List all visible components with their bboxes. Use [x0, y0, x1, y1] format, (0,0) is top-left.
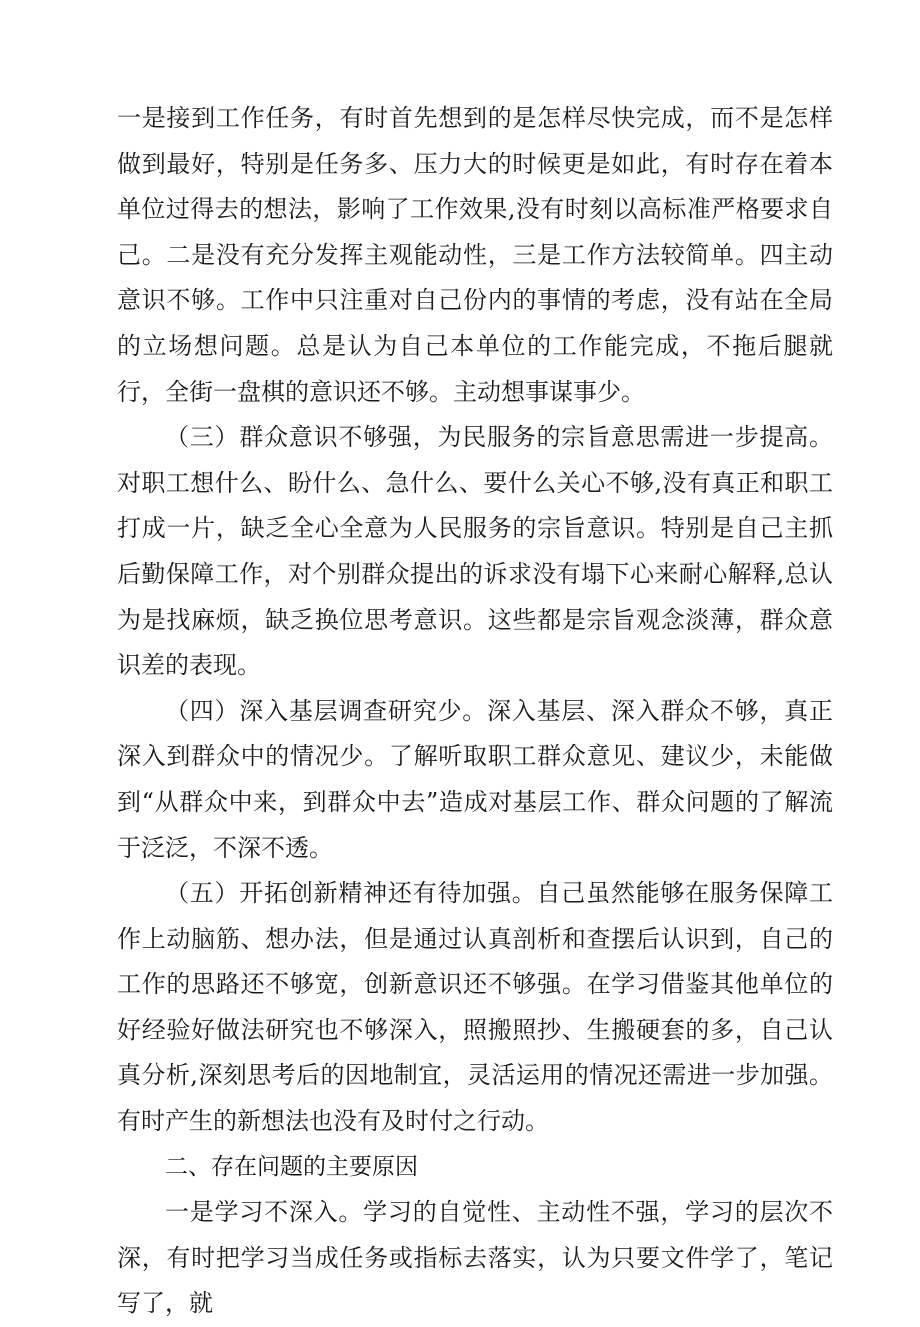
paragraph-mass-awareness: （三）群众意识不够强，为民服务的宗旨意思需进一步提高。对职工想什么、盼什么、急什么、要什么关心不够,没有真正和职工打成一片，缺乏全心全意为人民服务的宗旨意识。特别是自己主抓后勤保障工作，对个别群众提出的诉求没有塌下心来耐心解释,总认为是找麻烦，缺乏换位思考意识。这些都是宗旨观念淡薄，群众意识差的表现。	[117, 423, 833, 680]
document-body	[117, 96, 833, 1327]
paragraph-work-attitude: 一是接到工作任务，有时首先想到的是怎样尽快完成，而不是怎样做到最好，特别是任务多、压力大的时候更是如此，有时存在着本单位过得去的想法，影响了工作效果,没有时刻以高标准严格要求自己。二是没有充分发挥主观能动性，三是工作方法较简单。四主动意识不够。工作中只注重对自己份内的事情的考虑，没有站在全局的立场想问题。总是认为自己本单位的工作能完成，不拖后腿就行，全街一盘棋的意识还不够。主动想事谋事少。	[117, 104, 833, 406]
section-heading: 二、存在问题的主要原因	[165, 1153, 418, 1180]
paragraph-study-depth: 一是学习不深入。学习的自觉性、主动性不强，学习的层次不深，有时把学习当成任务或指标去落实，认为只要文件学了，笔记写了，就	[117, 1198, 833, 1318]
paragraph-innovation: （五）开拓创新精神还有待加强。自己虽然能够在服务保障工作上动脑筋、想办法，但是通过认真剖析和查摆后认识到，自己的工作的思路还不够宽，创新意识还不够强。在学习借鉴其他单位的好经验好做法研究也不够深入，照搬照抄、生搬硬套的多，自己认真分析,深刻思考后的因地制宜，灵活运用的情况还需进一步加强。有时产生的新想法也没有及时付之行动。	[117, 879, 833, 1136]
paragraph-grassroots-research: （四）深入基层调查研究少。深入基层、深入群众不够，真正深入到群众中的情况少。了解听取职工群众意见、建议少，未能做到“从群众中来，到群众中去”造成对基层工作、群众问题的了解流于泛泛，不深不透。	[117, 696, 833, 862]
